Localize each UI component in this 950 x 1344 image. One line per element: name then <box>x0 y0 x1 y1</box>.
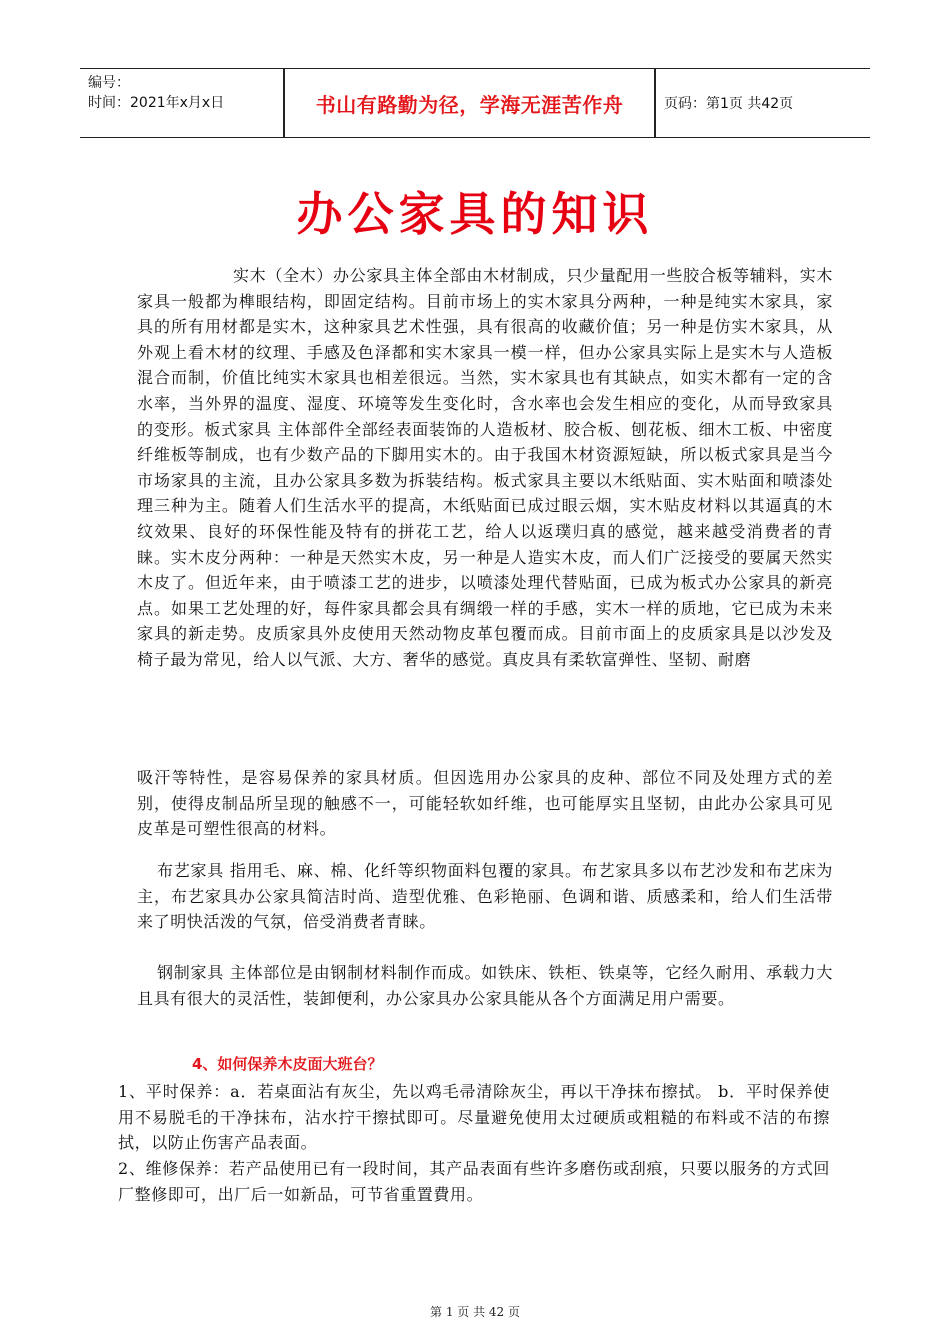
paragraph-steel-furniture: 钢制家具 主体部位是由钢制材料制作而成。如铁床、铁柜、铁桌等，它经久耐用、承载力大且具有很大的灵活性，装卸便利，办公家具办公家具能从各个方面满足用户需要。 <box>137 963 833 1008</box>
paragraph-repair-maintenance: 2、维修保养：若产品使用已有一段时间，其产品表面有些许多磨伤或刮痕，只要以服务的方式回厂整修即可，出厂后一如新品，可节省重置費用。 <box>118 1159 830 1204</box>
header-page-info: 页码：第1页 共42页 <box>664 96 794 112</box>
section-heading-maintenance: 4、如何保养木皮面大班台？ <box>192 1055 383 1073</box>
paragraph-daily-maintenance: 1、平时保养：a．若桌面沾有灰尘，先以鸡毛帚清除灰尘，再以干净抹布擦拭。 b．平时保养使用不易脱毛的干净抹布，沾水拧干擦拭即可。尽量避免使用太过硬质或粗糙的布料或不洁的布擦拭，以防止伤害产品表面。 <box>118 1082 830 1153</box>
header-divider <box>654 69 656 137</box>
document-header <box>80 68 870 138</box>
header-time-label: 时间：2021年x月x日 <box>88 95 225 111</box>
page-title: 办公家具的知识 <box>296 187 654 241</box>
paragraph-fabric-furniture: 布艺家具 指用毛、麻、棉、化纤等织物面料包覆的家具。布艺家具多以布艺沙发和布艺床为主，布艺家具办公家具简洁时尚、造型优雅、色彩艳丽、色调和谐、质感柔和，给人们生活带来了明快活泼的气氛，倍受消费者青睐。 <box>137 861 833 932</box>
paragraph-wood-panel-leather: 实木（全木）办公家具主体全部由木材制成，只少量配用一些胶合板等辅料，实木家具一般都为榫眼结构，即固定结构。目前市场上的实木家具分两种，一种是纯实木家具，家具的所有用材都是实木，这种家具艺术性强，具有很高的收藏价值；另一种是仿实木家具，从外观上看木材的纹理、手感及色泽都和实木家具一模一样，但办公家具实际上是实木与人造板混合而制，价值比纯实木家具也相差很远。当然，实木家具也有其缺点，如实木都有一定的含水率，当外界的温度、湿度、环境等发生变化时，含水率也会发生相应的变化，从而导致家具的变形。板式家具 主体部件全部经表面装饰的人造板材、胶合板、刨花板、细木工板、中密度纤维板等制成，也有少数产品的下脚用实木的。由于我国木材资源短缺，所以板式家具是当今市场家具的主流，且办公家具多数为拆装结构。板式家具主要以木纸贴面、实木贴面和喷漆处理三种为主。随着人们生活水平的提高，木纸贴面已成过眼云烟，实木贴皮材料以其逼真的木纹效果、良好的环保性能及特有的拼花工艺，给人以返璞归真的感觉，越来越受消费者的青睐。实木皮分两种：一种是天然实木皮，另一种是人造实木皮，而人们广泛接受的要属天然实木皮了。但近年来，由于喷漆工艺的进步，以喷漆处理代替贴面，已成为板式办公家具的新亮点。如果工艺处理的好，每件家具都会具有绸缎一样的手感，实木一样的质地，它已成为未来家具的新走势。皮质家具外皮使用天然动物皮革包覆而成。目前市面上的皮质家具是以沙发及椅子最为常见，给人以气派、大方、奢华的感觉。真皮具有柔软富弹性、坚韧、耐磨 <box>137 266 833 669</box>
paragraph-leather-continued: 吸汗等特性，是容易保养的家具材质。但因选用办公家具的皮种、部位不同及处理方式的差别，使得皮制品所呈现的触感不一，可能轻软如纤维，也可能厚实且坚韧，由此办公家具可见皮革是可塑性很高的材料。 <box>137 768 833 839</box>
header-number-label: 编号： <box>88 75 130 91</box>
header-meta <box>80 69 283 137</box>
header-motto: 书山有路勤为径，学海无涯苦作舟 <box>315 92 624 117</box>
page-footer: 第 1 页 共 42 页 <box>430 1305 520 1319</box>
